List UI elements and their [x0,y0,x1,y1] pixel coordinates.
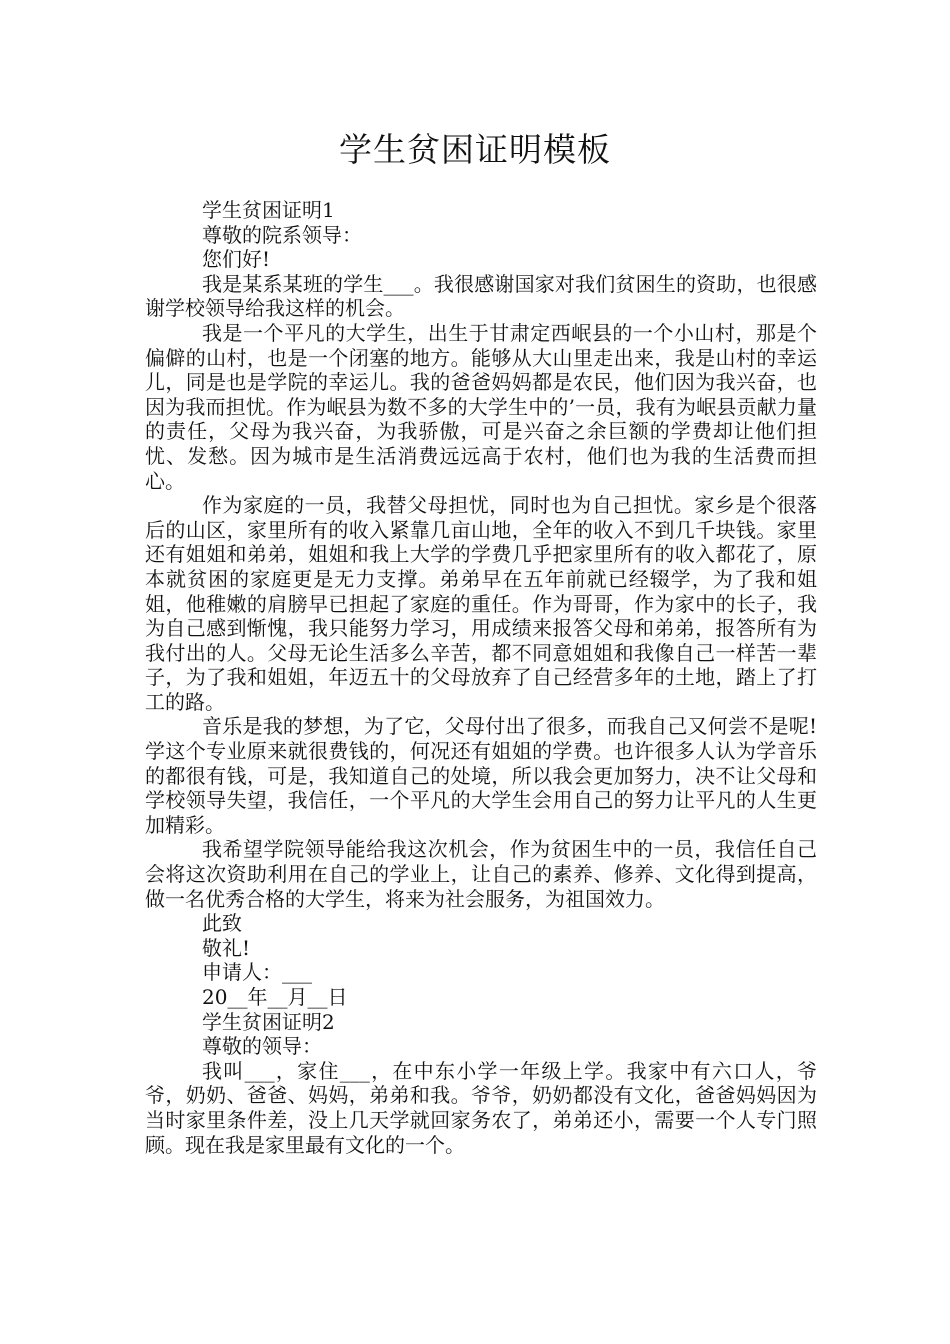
document-body [145,198,817,1157]
body-paragraph: 我希望学院领导能给我这次机会，作为贫困生中的一员，我信任自己会将这次资助利用在自己的学业上，让自己的素养、修养、文化得到提高，做一名优秀合格的大学生，将来为社会服务，为祖国效力。 [145,837,817,911]
closing-salute: 敬礼! [202,935,251,960]
greeting: 您们好! [202,247,271,272]
date-line: 20__年__月__日 [202,985,348,1009]
section-heading-1: 学生贫困证明1 [202,198,335,222]
body-paragraph: 作为家庭的一员，我替父母担忧，同时也为自己担忧。家乡是个很落后的山区，家里所有的收入紧靠几亩山地，全年的收入不到几千块钱。家里还有姐姐和弟弟，姐姐和我上大学的学费几乎把家里所有的收入都花了，原本就贫困的家庭更是无力支撑。弟弟早在五年前就已经辍学，为了我和姐姐，他稚嫩的肩膀早已担起了家庭的重任。作为哥哥，作为家中的长子，我为自己感到惭愧，我只能努力学习，用成绩来报答父母和弟弟，报答所有为我付出的人。父母无论生活多么辛苦，都不同意姐姐和我像自己一样苦一辈子，为了我和姐姐，年迈五十的父母放弃了自己经营多年的土地，踏上了打工的路。 [145,493,817,714]
body-paragraph: 我是某系某班的学生___。我很感谢国家对我们贫困生的资助，也很感谢学校领导给我这样的机会。 [145,271,817,321]
body-paragraph: 我是一个平凡的大学生，出生于甘肃定西岷县的一个小山村，那是个偏僻的山村，也是一个闭塞的地方。能够从大山里走出来，我是山村的幸运儿，同是也是学院的幸运儿。我的爸爸妈妈都是农民，他们因为我兴奋，也因为我而担忧。作为岷县为数不多的大学生中的’一员，我有为岷县贡献力量的责任，父母为我兴奋，为我骄傲，可是兴奋之余巨额的学费却让他们担忧、发愁。因为城市是生活消费远远高于农村，他们也为我的生活费而担心。 [145,320,817,493]
body-paragraph: 我叫___，家住___，在中东小学一年级上学。我家中有六口人，爷爷，奶奶、爸爸、妈妈，弟弟和我。爷爷，奶奶都没有文化，爸爸妈妈因为当时家里条件差，没上几天学就回家务农了，弟弟还小，需要一个人专门照顾。现在我是家里最有文化的一个。 [145,1058,817,1157]
closing-line: 此致 [202,911,242,936]
document-title: 学生贫困证明模板 [339,130,611,169]
salutation-1: 尊敬的院系领导： [202,222,362,247]
body-paragraph: 音乐是我的梦想，为了它，父母付出了很多，而我自己又何尝不是呢!学这个专业原来就很费钱的，何况还有姐姐的学费。也许很多人认为学音乐的都很有钱，可是，我知道自己的处境，所以我会更加努力，决不让父母和学校领导失望，我信任，一个平凡的大学生会用自己的努力让平凡的人生更加精彩。 [145,714,817,837]
section-heading-2: 学生贫困证明2 [202,1009,335,1034]
applicant-line: 申请人：___ [202,960,312,985]
salutation-2: 尊敬的领导： [202,1034,322,1059]
